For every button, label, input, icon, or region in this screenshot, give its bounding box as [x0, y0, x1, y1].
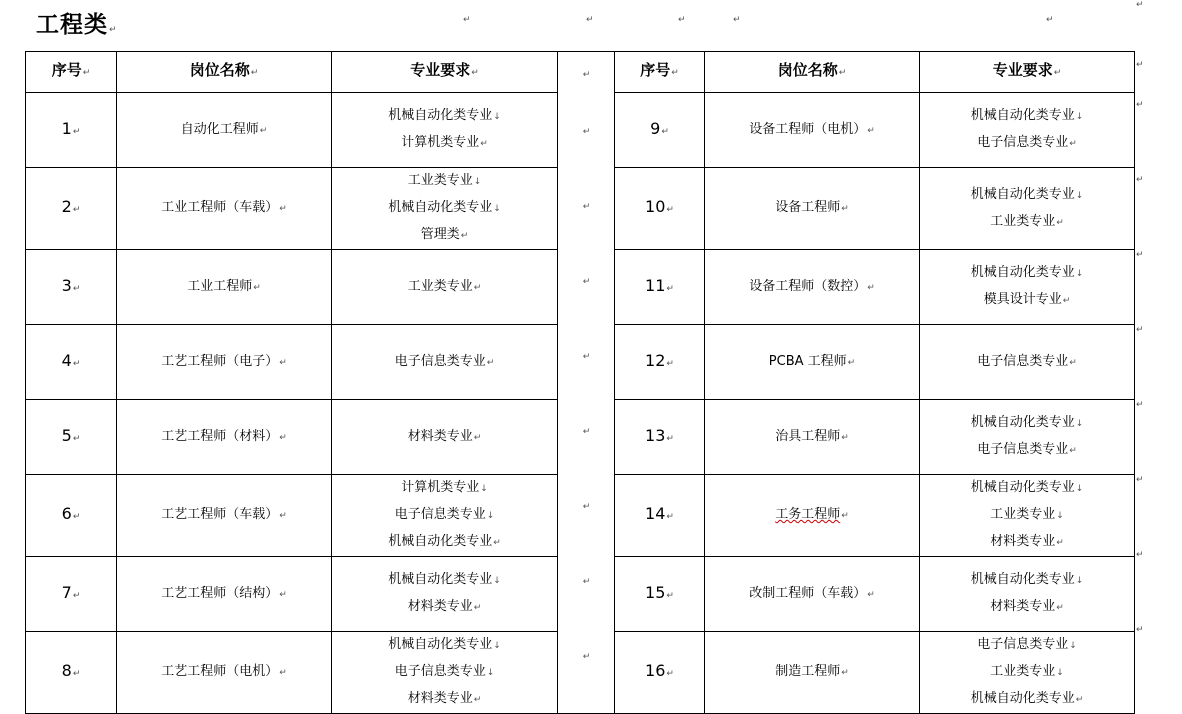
line-break-icon: ↓ — [1056, 668, 1064, 678]
line-break-icon: ↓ — [486, 511, 495, 521]
requirement-line: 管理类↵ — [420, 227, 469, 242]
row-index: 10 — [645, 197, 666, 216]
paragraph-mark-icon: ↵ — [582, 277, 591, 287]
requirement-line: 机械自动化类专业↓ — [388, 572, 501, 587]
position-cell — [117, 475, 332, 557]
paragraph-mark-icon: ↵ — [582, 352, 591, 362]
requirement-cell — [920, 475, 1135, 557]
position-name: 工业工程师（车载） — [161, 200, 279, 215]
requirement-cell — [920, 168, 1135, 250]
index-cell — [26, 168, 117, 250]
requirement-cell — [920, 557, 1135, 632]
paragraph-mark-icon: ↵ — [847, 357, 856, 368]
line-break-icon: ↓ — [493, 204, 501, 214]
line-break-icon: ↓ — [1075, 269, 1084, 279]
requirement-cell — [920, 325, 1135, 400]
paragraph-mark-icon: ↵ — [279, 204, 287, 214]
index-cell — [615, 557, 705, 632]
paragraph-mark-icon: ↵ — [259, 125, 268, 136]
index-cell — [26, 93, 117, 168]
paragraph-mark-icon: ↵ — [582, 70, 591, 80]
position-cell — [705, 168, 920, 250]
paragraph-mark-icon: ↵ — [473, 432, 482, 443]
paragraph-mark-icon: ↵ — [1056, 603, 1064, 613]
requirement-line: 模具设计专业↵ — [983, 292, 1071, 307]
requirement-line: 机械自动化类专业↓ — [970, 265, 1084, 280]
paragraph-mark-icon: ↵ — [72, 669, 81, 679]
paragraph-mark-icon: ↵ — [279, 357, 287, 368]
row-index: 14 — [645, 504, 666, 523]
row-index: 15 — [645, 582, 666, 602]
index-cell — [615, 93, 705, 168]
requirement-line: 工业类专业↓ — [407, 173, 482, 188]
row-index: 13 — [645, 425, 666, 445]
paragraph-mark-icon: ↵ — [279, 511, 287, 521]
paragraph-mark-icon: ↵ — [867, 282, 875, 293]
paragraph-mark-icon: ↵ — [666, 358, 674, 369]
requirement-line: 材料类专业↵ — [407, 691, 482, 706]
requirement-line: 材料类专业↵ — [990, 599, 1064, 614]
row-index: 16 — [645, 661, 666, 680]
header-position: 岗位名称↵ — [705, 52, 920, 93]
requirement-line: 工业类专业↵ — [990, 213, 1064, 229]
requirement-cell — [332, 325, 558, 400]
position-cell — [117, 400, 332, 475]
index-cell — [26, 632, 117, 714]
paragraph-mark-icon: ↵ — [1136, 325, 1144, 335]
paragraph-mark-icon: ↵ — [1136, 250, 1144, 260]
paragraph-mark-icon: ↵ — [72, 358, 81, 369]
paragraph-mark-icon: ↵ — [72, 126, 81, 137]
row-index: 7 — [61, 582, 72, 602]
index-cell — [615, 400, 705, 475]
paragraph-mark-icon: ↵ — [841, 668, 849, 678]
position-cell — [117, 168, 332, 250]
row-index: 6 — [61, 504, 72, 523]
requirement-line: 机械自动化类专业↓ — [388, 200, 501, 215]
paragraph-mark-icon: ↵ — [678, 15, 686, 25]
requirement-line: 电子信息类专业↓ — [977, 637, 1077, 652]
position-name: 设备工程师 — [775, 200, 841, 215]
paragraph-mark-icon: ↵ — [1056, 538, 1064, 548]
line-break-icon: ↓ — [1075, 112, 1084, 122]
requirement-cell — [920, 93, 1135, 168]
paragraph-mark-icon: ↵ — [1046, 15, 1054, 25]
paragraph-mark-icon: ↵ — [1075, 695, 1084, 705]
paragraph-mark-icon: ↵ — [493, 538, 501, 548]
paragraph-mark-icon: ↵ — [253, 282, 261, 293]
requirement-line: 机械自动化类专业↓ — [970, 186, 1084, 202]
position-name: 工艺工程师（电子） — [161, 353, 279, 369]
requirement-line: 材料类专业↵ — [407, 599, 482, 614]
position-cell — [117, 325, 332, 400]
position-name: PCBA 工程师 — [768, 353, 847, 369]
requirement-cell — [332, 250, 558, 325]
paragraph-mark-icon: ↵ — [733, 15, 741, 25]
position-cell — [705, 250, 920, 325]
requirement-line: 机械自动化类专业↵ — [388, 534, 501, 549]
position-name: 工务工程师 — [775, 507, 841, 522]
paragraph-mark-icon: ↵ — [473, 282, 482, 293]
position-cell — [117, 632, 332, 714]
index-cell — [26, 250, 117, 325]
paragraph-mark-icon: ↵ — [867, 125, 875, 136]
requirement-line: 机械自动化类专业↓ — [388, 637, 501, 652]
line-break-icon: ↓ — [493, 641, 501, 651]
position-cell — [705, 475, 920, 557]
line-break-icon: ↓ — [486, 668, 495, 678]
header-index: 序号↵ — [26, 52, 117, 93]
position-name: 工艺工程师（材料） — [161, 428, 279, 444]
paragraph-mark-icon: ↵ — [582, 652, 591, 662]
header-index: 序号↵ — [615, 52, 705, 93]
paragraph-mark-icon: ↵ — [1056, 217, 1064, 228]
requirement-line: 计算机类专业↵ — [401, 135, 488, 150]
line-break-icon: ↓ — [1075, 419, 1084, 429]
line-break-icon: ↓ — [480, 484, 488, 494]
paragraph-mark-icon: ↵ — [1136, 475, 1144, 485]
paragraph-mark-icon: ↵ — [473, 603, 482, 613]
requirement-line: 工业类专业↓ — [990, 507, 1064, 522]
paragraph-mark-icon: ↵ — [279, 589, 287, 600]
paragraph-mark-icon: ↵ — [666, 205, 674, 215]
requirement-cell — [332, 168, 558, 250]
requirement-line: 电子信息类专业↓ — [394, 507, 495, 522]
column-gap — [558, 52, 615, 714]
paragraph-mark-icon: ↵ — [1136, 625, 1144, 635]
line-break-icon: ↓ — [1075, 190, 1084, 201]
paragraph-mark-icon: ↵ — [109, 25, 118, 35]
line-break-icon: ↓ — [1075, 484, 1084, 494]
position-name: 自动化工程师 — [180, 121, 259, 137]
requirement-line: 电子信息类专业↵ — [394, 353, 495, 369]
row-index: 12 — [645, 350, 666, 370]
paragraph-mark-icon: ↵ — [473, 695, 482, 705]
requirement-cell — [332, 632, 558, 714]
header-requirement: 专业要求↵ — [920, 52, 1135, 93]
paragraph-mark-icon: ↵ — [582, 502, 591, 512]
row-index: 1 — [61, 118, 72, 138]
requirement-line: 电子信息类专业↵ — [977, 442, 1077, 457]
line-break-icon: ↓ — [493, 112, 501, 122]
paragraph-mark-icon: ↵ — [72, 433, 81, 444]
requirement-cell — [920, 250, 1135, 325]
index-cell — [615, 475, 705, 557]
requirement-cell — [332, 557, 558, 632]
paragraph-mark-icon: ↵ — [666, 590, 674, 601]
page-title — [36, 6, 118, 39]
requirement-line: 工业类专业↓ — [990, 664, 1064, 679]
row-index: 3 — [61, 275, 72, 295]
paragraph-mark-icon: ↵ — [463, 15, 471, 25]
requirement-line: 电子信息类专业↓ — [394, 664, 495, 679]
requirement-line: 电子信息类专业↵ — [977, 135, 1077, 150]
position-name: 工艺工程师（电机） — [161, 664, 279, 679]
index-cell — [615, 250, 705, 325]
table-header-row — [26, 52, 1135, 93]
paragraph-mark-icon: ↵ — [72, 205, 81, 215]
paragraph-mark-icon: ↵ — [1062, 296, 1071, 306]
paragraph-mark-icon: ↵ — [666, 283, 674, 294]
paragraph-mark-icon: ↵ — [582, 202, 591, 212]
index-cell — [26, 400, 117, 475]
index-cell — [26, 475, 117, 557]
paragraph-mark-icon: ↵ — [279, 432, 287, 443]
position-cell — [117, 250, 332, 325]
paragraph-mark-icon: ↵ — [1069, 446, 1077, 456]
position-name: 设备工程师（数控） — [749, 278, 867, 294]
gap-marks — [558, 52, 614, 713]
position-cell — [117, 557, 332, 632]
requirement-line: 机械自动化类专业↵ — [970, 691, 1084, 706]
paragraph-mark-icon: ↵ — [586, 15, 594, 25]
paragraph-mark-icon: ↵ — [666, 433, 674, 444]
requirement-line: 机械自动化类专业↓ — [970, 480, 1084, 495]
index-cell — [26, 325, 117, 400]
position-name: 治具工程师 — [775, 428, 841, 444]
requirement-cell — [332, 400, 558, 475]
paragraph-mark-icon: ↵ — [1136, 60, 1144, 70]
requirement-line: 材料类专业↵ — [990, 534, 1064, 549]
requirement-line: 机械自动化类专业↓ — [970, 108, 1084, 123]
row-index: 11 — [645, 275, 666, 295]
requirement-line: 机械自动化类专业↓ — [970, 572, 1084, 587]
paragraph-mark-icon: ↵ — [1136, 100, 1144, 110]
paragraph-mark-icon: ↵ — [841, 432, 849, 443]
paragraph-mark-icon: ↵ — [486, 357, 495, 368]
paragraph-mark-icon: ↵ — [666, 669, 674, 679]
row-index: 9 — [650, 118, 661, 138]
paragraph-mark-icon: ↵ — [582, 427, 591, 437]
positions-table — [25, 51, 1135, 714]
row-index: 4 — [61, 350, 72, 370]
requirement-cell — [332, 475, 558, 557]
paragraph-mark-icon: ↵ — [582, 127, 591, 137]
position-name: 设备工程师（电机） — [749, 121, 867, 137]
paragraph-mark-icon: ↵ — [1136, 175, 1144, 185]
header-position: 岗位名称↵ — [117, 52, 332, 93]
index-cell — [615, 168, 705, 250]
paragraph-mark-icon: ↵ — [480, 139, 488, 149]
row-index: 8 — [61, 661, 72, 680]
index-cell — [615, 325, 705, 400]
row-index: 5 — [61, 425, 72, 445]
paragraph-mark-icon: ↵ — [72, 512, 81, 522]
paragraph-mark-icon: ↵ — [841, 511, 849, 521]
paragraph-mark-icon: ↵ — [1136, 0, 1144, 10]
position-name: 工业工程师 — [187, 278, 253, 294]
index-cell — [26, 557, 117, 632]
line-break-icon: ↓ — [1056, 511, 1064, 521]
position-name: 改制工程师（车载） — [749, 585, 867, 601]
paragraph-mark-icon: ↵ — [666, 512, 674, 522]
position-cell — [705, 325, 920, 400]
paragraph-mark-icon: ↵ — [661, 126, 669, 137]
line-break-icon: ↓ — [1075, 576, 1084, 586]
position-name: 工艺工程师（结构） — [161, 585, 279, 601]
position-name: 制造工程师 — [775, 664, 841, 679]
paragraph-mark-icon: ↵ — [72, 283, 81, 294]
requirement-line: 材料类专业↵ — [407, 428, 482, 444]
paragraph-mark-icon: ↵ — [1069, 139, 1077, 149]
requirement-line: 工业类专业↵ — [407, 278, 482, 294]
position-cell — [705, 93, 920, 168]
position-name: 工艺工程师（车载） — [161, 507, 279, 522]
paragraph-mark-icon: ↵ — [1136, 400, 1144, 410]
requirement-cell — [920, 400, 1135, 475]
paragraph-mark-icon: ↵ — [841, 204, 849, 214]
paragraph-mark-icon: ↵ — [1069, 357, 1077, 368]
line-break-icon: ↓ — [1069, 641, 1077, 651]
paragraph-mark-icon: ↵ — [279, 668, 287, 678]
paragraph-mark-icon: ↵ — [460, 231, 469, 241]
position-cell — [705, 632, 920, 714]
paragraph-mark-icon: ↵ — [72, 590, 81, 601]
page-title-text: 工程类 — [36, 12, 108, 38]
requirement-cell — [920, 632, 1135, 714]
paragraph-mark-icon: ↵ — [582, 577, 591, 587]
position-cell — [117, 93, 332, 168]
line-break-icon: ↓ — [493, 576, 501, 586]
requirement-cell — [332, 93, 558, 168]
row-index: 2 — [61, 197, 72, 216]
paragraph-mark-icon: ↵ — [1136, 550, 1144, 560]
requirement-line: 机械自动化类专业↓ — [388, 108, 501, 123]
position-cell — [705, 557, 920, 632]
requirement-line: 计算机类专业↓ — [401, 480, 488, 495]
requirement-line: 机械自动化类专业↓ — [970, 415, 1084, 430]
index-cell — [615, 632, 705, 714]
line-break-icon: ↓ — [473, 177, 482, 187]
position-cell — [705, 400, 920, 475]
requirement-line: 电子信息类专业↵ — [977, 353, 1077, 369]
header-requirement: 专业要求↵ — [332, 52, 558, 93]
paragraph-mark-icon: ↵ — [867, 589, 875, 600]
